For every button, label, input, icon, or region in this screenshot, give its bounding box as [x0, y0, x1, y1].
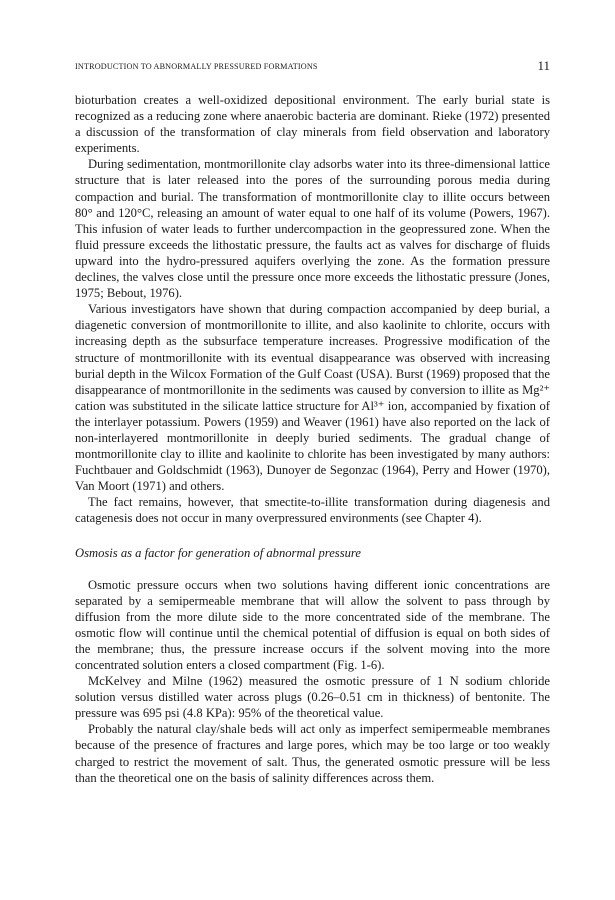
section-clay-diagenesis	[75, 92, 550, 527]
running-title: INTRODUCTION TO ABNORMALLY PRESSURED FORMATIONS	[75, 62, 318, 71]
section-osmosis	[75, 577, 550, 786]
paragraph: The fact remains, however, that smectite-to-illite transformation during diagenesis and catagenesis does not occur in many overpressured environments (see Chapter 4).	[75, 495, 550, 526]
section-heading-osmosis: Osmosis as a factor for generation of abnormal pressure	[75, 545, 361, 560]
paragraph: bioturbation creates a well-oxidized depositional environment. The early burial state is recognized as a reducing zone where anaerobic bacteria are dominant. Rieke (1972) presented a discussion of the transformation of clay minerals from field observation and laboratory experiments.	[75, 93, 550, 156]
paragraph: Various investigators have shown that during compaction accompanied by deep burial, a diagenetic conversion of montmorillonite to illite, and also kaolinite to chlorite, occurs with increasing depth as the subsurface temperature increases. Progressive modification of the structure of montmorillonite with its eventual disappearance was observed with increasing burial depth in the Wilcox Formation of the Gulf Coast (USA). Burst (1969) proposed that the disappearance of montmorillonite in the sediments was caused by conversion to illite as Mg²⁺ cation was substituted in the silicate lattice structure for Al³⁺ ion, accompanied by fixation of the interlayer potassium. Powers (1959) and Weaver (1961) have also reported on the lack of non-interlayered montmorillonite in deeply buried sediments. The gradual change of montmorillonite clay to illite and kaolinite to chlorite has been investigated by many authors: Fuchtbauer and Goldschmidt (1963), Dunoyer de Segonzac (1964), Perry and Hower (1970), Van Moort (1971) and others.	[75, 302, 550, 494]
paragraph: Osmotic pressure occurs when two solutions having different ionic concentrations are separated by a semipermeable membrane that will allow the solvent to pass through by diffusion from the more dilute side to the more concentrated side of the membrane. The osmotic flow will continue until the chemical potential of diffusion is equal on both sides of the membrane; thus, the pressure increase occurs if the solvent moving into the more concentrated solution enters a closed compartment (Fig. 1-6).	[75, 577, 550, 672]
running-header	[75, 58, 550, 76]
paragraph: During sedimentation, montmorillonite clay adsorbs water into its three-dimensional lattice structure that is later released into the pores of the surrounding porous media during compaction and burial. The transformation of montmorillonite clay to illite occurs between 80° and 120°C, releasing an amount of water equal to one half of its volume (Powers, 1967). This infusion of water leads to further undercompaction in the geopressured zone. When the fluid pressure exceeds the lithostatic pressure, the faults act as valves for discharge of fluids upward into the hydro-pressured aquifers overlying the zone. As the formation pressure declines, the valves close until the pressure once more exceeds the lithostatic pressure (Jones, 1975; Bebout, 1976).	[75, 157, 550, 301]
page-number: 11	[537, 58, 550, 73]
book-page	[75, 58, 550, 786]
paragraph: McKelvey and Milne (1962) measured the osmotic pressure of 1 N sodium chloride solution versus distilled water across plugs (0.26–0.51 cm in thickness) of bentonite. The pressure was 695 psi (4.8 KPa): 95% of the theoretical value.	[75, 674, 550, 721]
paragraph: Probably the natural clay/shale beds will act only as imperfect semipermeable membranes because of the presence of fractures and large pores, which may be too large or too weakly charged to restrict the movement of salt. Thus, the generated osmotic pressure will be less than the theoretical one on the basis of salinity differences across them.	[75, 722, 550, 785]
